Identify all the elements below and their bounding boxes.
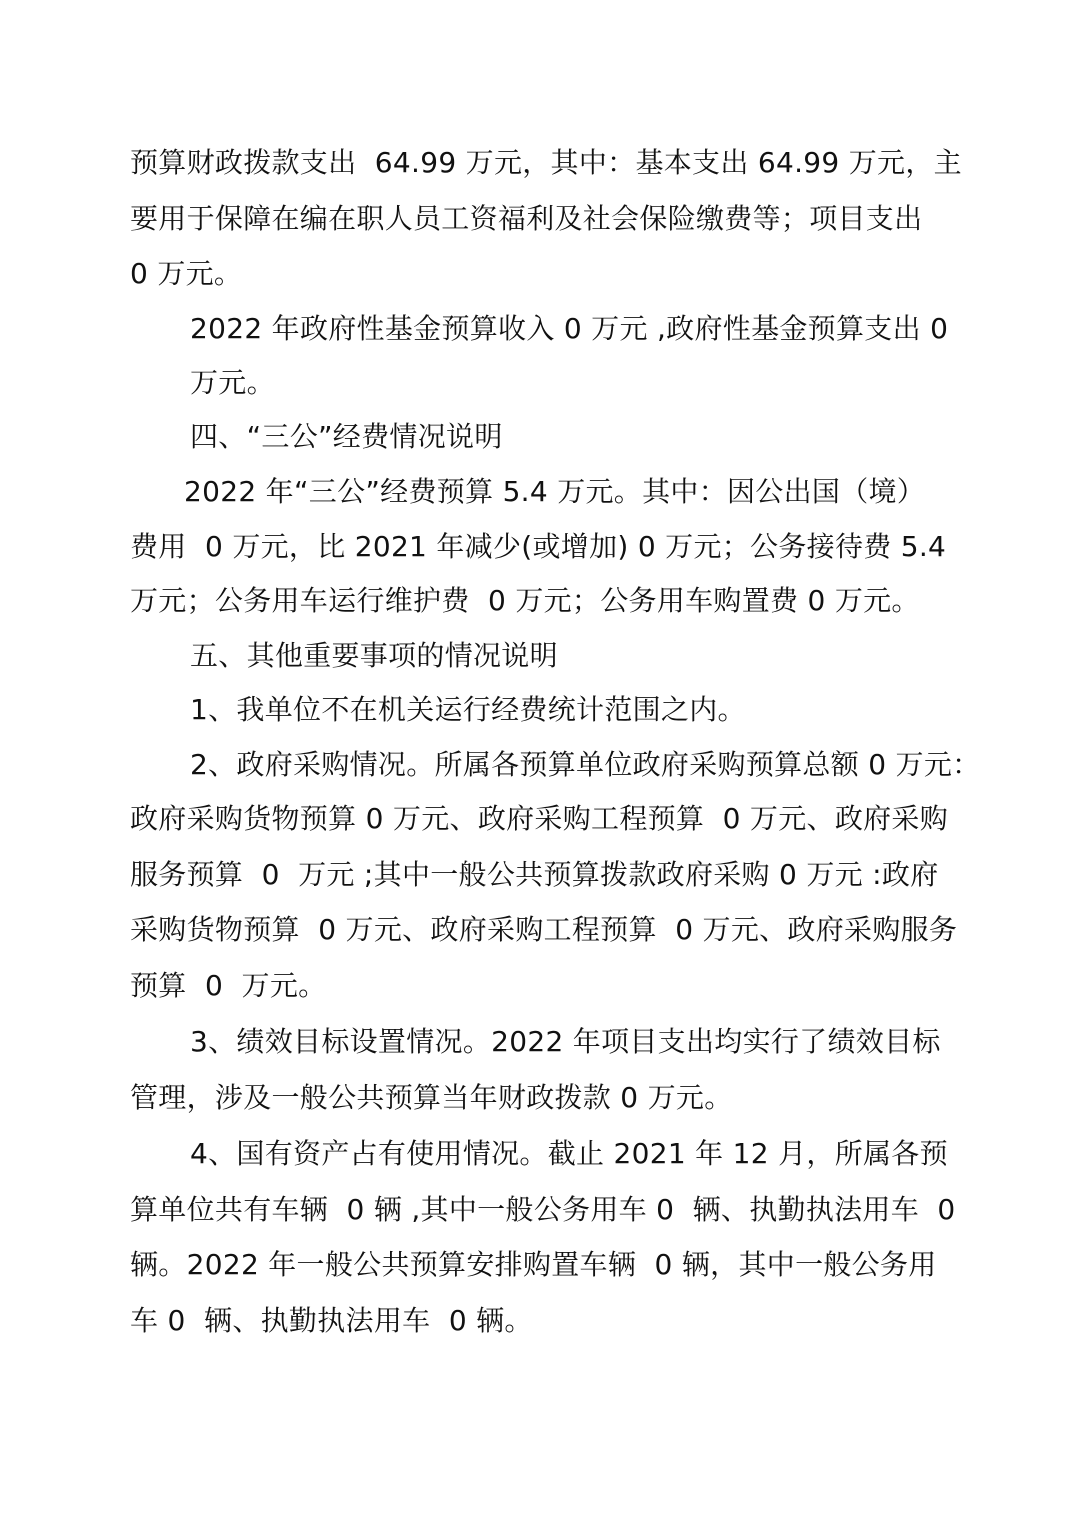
text-line-12: 2、政府采购情况。所属各预算单位政府采购预算总额 0 万元： <box>190 748 981 781</box>
text-line-9: 万元；公务用车运行维护费 0 万元；公务用车购置费 0 万元。 <box>130 584 920 617</box>
text-line-20: 算单位共有车辆 0 辆 ,其中一般公务用车 0 辆、执勤执法用车 0 <box>130 1193 956 1226</box>
text-line-4: 2022 年政府性基金预算收入 0 万元 ,政府性基金预算支出 0 <box>190 312 949 345</box>
section-heading-five: 五、其他重要事项的情况说明 <box>190 639 558 672</box>
text-line-14: 服务预算 0 万元 ;其中一般公共预算拨款政府采购 0 万元 :政府 <box>130 858 939 891</box>
text-line-13: 政府采购货物预算 0 万元、政府采购工程预算 0 万元、政府采购 <box>130 802 949 835</box>
text-line-7: 2022 年“三公”经费预算 5.4 万元。其中：因公出国（境） <box>184 475 926 508</box>
text-line-2: 要用于保障在编在职人员工资福利及社会保险缴费等；项目支出 <box>130 202 923 235</box>
section-heading-four: 四、“三公”经费情况说明 <box>190 420 503 453</box>
text-line-3: 0 万元。 <box>130 257 243 290</box>
text-line-18: 管理，涉及一般公共预算当年财政拨款 0 万元。 <box>130 1081 733 1114</box>
text-line-22: 车 0 辆、执勤执法用车 0 辆。 <box>130 1304 533 1337</box>
text-line-11: 1、我单位不在机关运行经费统计范围之内。 <box>190 693 746 726</box>
text-line-5: 万元。 <box>190 366 275 399</box>
text-line-19: 4、国有资产占有使用情况。截止 2021 年 12 月，所属各预 <box>190 1137 948 1170</box>
text-line-21: 辆。2022 年一般公共预算安排购置车辆 0 辆，其中一般公务用 <box>130 1248 937 1281</box>
text-line-15: 采购货物预算 0 万元、政府采购工程预算 0 万元、政府采购服务 <box>130 913 958 946</box>
text-line-17: 3、绩效目标设置情况。2022 年项目支出均实行了绩效目标 <box>190 1025 941 1058</box>
text-line-1: 预算财政拨款支出 64.99 万元，其中：基本支出 64.99 万元，主 <box>130 146 962 179</box>
text-line-16: 预算 0 万元。 <box>130 969 327 1002</box>
text-line-8: 费用 0 万元，比 2021 年减少(或增加) 0 万元；公务接待费 5.4 <box>130 530 947 563</box>
